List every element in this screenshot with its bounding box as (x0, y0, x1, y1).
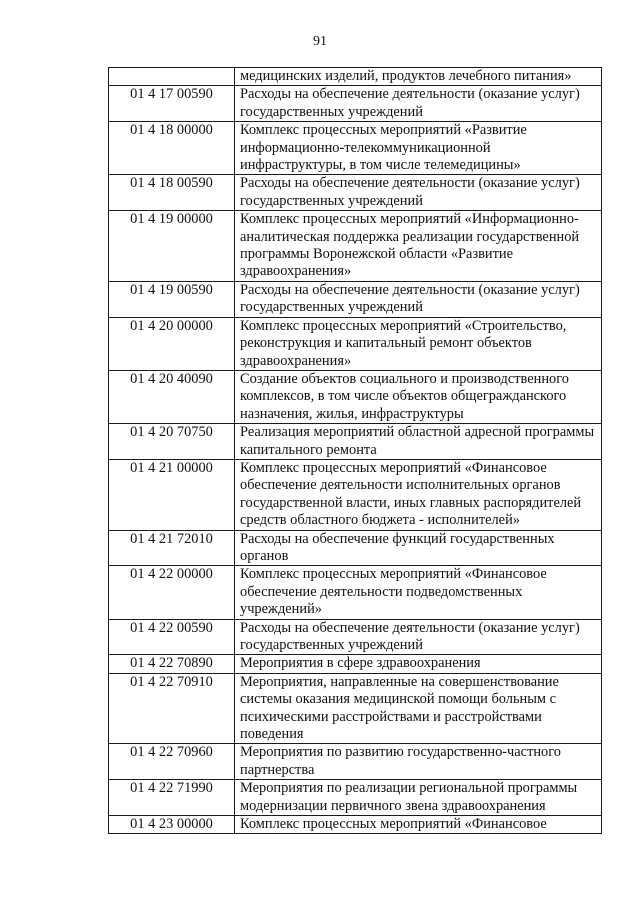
row-name-cell: Комплекс процессных мероприятий «Информационно-аналитическая поддержка реализации государственной программы Воронежской области «Развитие здравоохранения» (235, 211, 602, 282)
table-row (109, 281, 602, 317)
code-table (108, 67, 602, 834)
row-name-cell: Комплекс процессных мероприятий «Развитие информационно-телекоммуникационной инфраструктуры, в том числе телемедицины» (235, 122, 602, 175)
row-code-cell: 01 4 20 00000 (109, 317, 235, 370)
row-name-cell: медицинских изделий, продуктов лечебного питания» (235, 68, 602, 86)
row-code-cell: 01 4 19 00590 (109, 281, 235, 317)
table-row (109, 122, 602, 175)
row-code-cell: 01 4 21 72010 (109, 530, 235, 566)
row-name-cell: Расходы на обеспечение деятельности (оказание услуг) государственных учреждений (235, 86, 602, 122)
page-number: 91 (313, 34, 327, 49)
row-code-cell: 01 4 19 00000 (109, 211, 235, 282)
row-name-cell: Создание объектов социального и производственного комплексов, в том числе объектов общегражданского назначения, жилья, инфраструктуры (235, 370, 602, 423)
table-row (109, 619, 602, 655)
row-name-cell: Комплекс процессных мероприятий «Финансовое обеспечение деятельности подведомственных учреждений» (235, 566, 602, 619)
row-name-cell: Мероприятия в сфере здравоохранения (235, 655, 602, 673)
row-code-cell: 01 4 18 00000 (109, 122, 235, 175)
row-code-cell: 01 4 17 00590 (109, 86, 235, 122)
row-name-cell: Мероприятия, направленные на совершенствование системы оказания медицинской помощи больным с психическими расстройствами и расстройствами поведения (235, 673, 602, 744)
row-code-cell: 01 4 20 70750 (109, 424, 235, 460)
table-row (109, 370, 602, 423)
table-row (109, 175, 602, 211)
table-row (109, 211, 602, 282)
table-row (109, 530, 602, 566)
table-row (109, 566, 602, 619)
table-row (109, 816, 602, 834)
row-code-cell (109, 68, 235, 86)
row-code-cell: 01 4 22 70890 (109, 655, 235, 673)
row-code-cell: 01 4 22 70960 (109, 744, 235, 780)
table-row (109, 86, 602, 122)
table-row (109, 68, 602, 86)
row-code-cell: 01 4 22 00000 (109, 566, 235, 619)
table-row (109, 459, 602, 530)
row-name-cell: Комплекс процессных мероприятий «Финансовое (235, 816, 602, 834)
table-row (109, 780, 602, 816)
table-row (109, 424, 602, 460)
row-code-cell: 01 4 22 70910 (109, 673, 235, 744)
table-row (109, 317, 602, 370)
row-name-cell: Комплекс процессных мероприятий «Строительство, реконструкция и капитальный ремонт объектов здравоохранения» (235, 317, 602, 370)
row-name-cell: Реализация мероприятий областной адресной программы капитального ремонта (235, 424, 602, 460)
row-name-cell: Мероприятия по реализации региональной программы модернизации первичного звена здравоохранения (235, 780, 602, 816)
budget-classification-table (108, 67, 602, 834)
table-row (109, 655, 602, 673)
row-name-cell: Расходы на обеспечение деятельности (оказание услуг) государственных учреждений (235, 175, 602, 211)
row-name-cell: Расходы на обеспечение деятельности (оказание услуг) государственных учреждений (235, 281, 602, 317)
row-code-cell: 01 4 22 71990 (109, 780, 235, 816)
row-code-cell: 01 4 18 00590 (109, 175, 235, 211)
row-code-cell: 01 4 23 00000 (109, 816, 235, 834)
row-code-cell: 01 4 22 00590 (109, 619, 235, 655)
row-code-cell: 01 4 20 40090 (109, 370, 235, 423)
row-name-cell: Расходы на обеспечение деятельности (оказание услуг) государственных учреждений (235, 619, 602, 655)
table-row (109, 673, 602, 744)
row-name-cell: Мероприятия по развитию государственно-частного партнерства (235, 744, 602, 780)
row-name-cell: Комплекс процессных мероприятий «Финансовое обеспечение деятельности исполнительных органов государственной власти, иных главных распорядителей средств областного бюджета - исполнителей» (235, 459, 602, 530)
table-body (109, 68, 602, 834)
row-code-cell: 01 4 21 00000 (109, 459, 235, 530)
row-name-cell: Расходы на обеспечение функций государственных органов (235, 530, 602, 566)
table-row (109, 744, 602, 780)
